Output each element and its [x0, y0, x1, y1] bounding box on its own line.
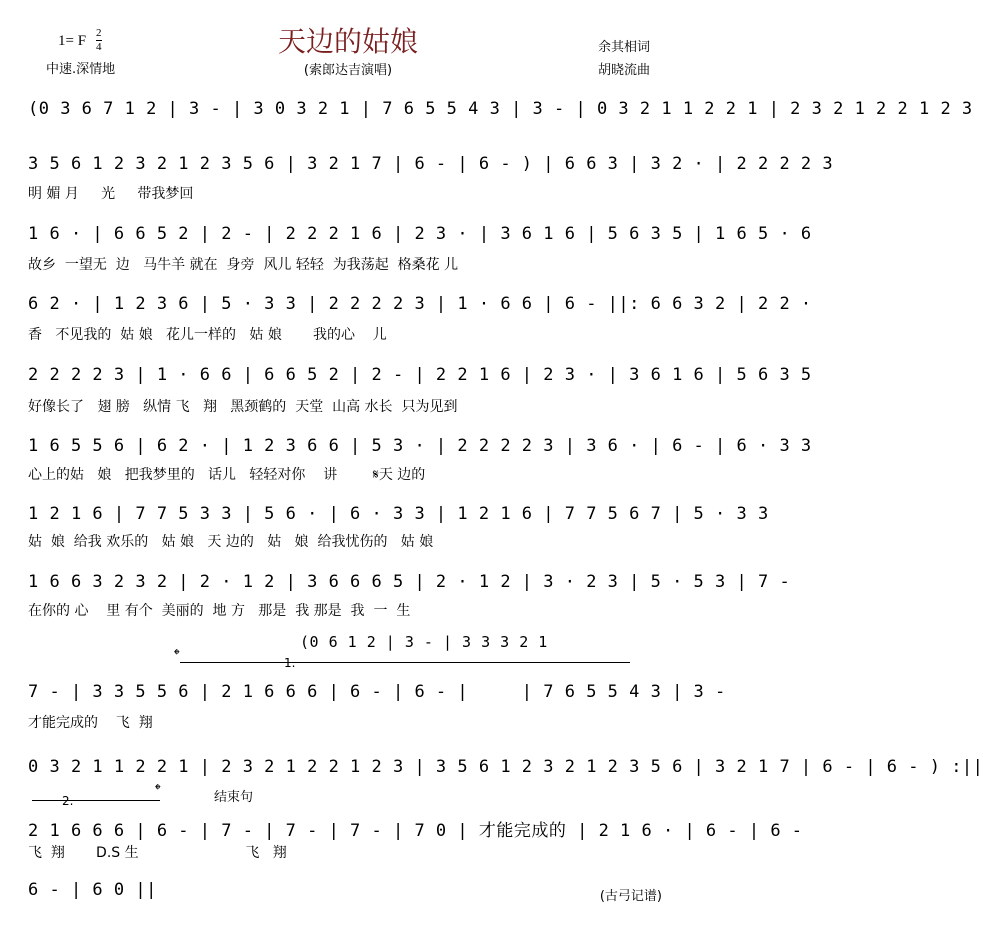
lyrics-row: 飞 翔 D.S 生 飞 翔 [28, 845, 287, 861]
transcriber-credit: (古弓记谱) [599, 889, 662, 904]
notation-row: (0 3 6 7 1 2 | 3 - | 3 0 3 2 1 | 7 6 5 5 4 3 | 3 - | 0 3 2 1 1 2 2 1 | 2 3 2 1 2 2 1 2 3 [28, 99, 973, 119]
notation-row: 3 5 6 1 2 3 2 1 2 3 5 6 | 3 2 1 7 | 6 - | 6 - ) | 6 6 3 | 3 2 · | 2 2 2 2 3 [28, 154, 834, 174]
lyrics-row: 在你的 心 里 有个 美丽的 地 方 那是 我 那是 我 一 生 [28, 603, 411, 619]
lyrics-row: 故乡 一望无 边 马牛羊 就在 身旁 风儿 轻轻 为我荡起 格桑花 儿 [28, 257, 459, 273]
meter-top: 2 [96, 27, 102, 39]
coda-mark: 𝄌 [174, 645, 180, 664]
time-signature [96, 28, 102, 53]
notation-row: 1 2 1 6 | 7 7 5 3 3 | 5 6 · | 6 · 3 3 | 1 2 1 6 | 7 7 5 6 7 | 5 · 3 3 [28, 504, 769, 524]
composer-credit: 胡晓流曲 [597, 63, 650, 78]
notation-row: 6 2 · | 1 2 3 6 | 5 · 3 3 | 2 2 2 2 3 | 1 · 6 6 | 6 - ||: 6 6 3 2 | 2 2 · [28, 294, 812, 314]
volta-bracket [32, 800, 160, 801]
alternate-row: (0 6 1 2 | 3 - | 3 3 3 2 1 [300, 633, 548, 651]
lyrics-row: 好像长了 翅 膀 纵情 飞 翔 黑颈鹤的 天堂 山高 水长 只为见到 [28, 399, 458, 415]
notation-row: 6 - | 6 0 || [28, 880, 157, 900]
notation-row: 2 2 2 2 3 | 1 · 6 6 | 6 6 5 2 | 2 - | 2 2 1 6 | 2 3 · | 3 6 1 6 | 5 6 3 5 [28, 365, 812, 385]
lyrics-row: 姑 娘 给我 欢乐的 姑 娘 天 边的 姑 娘 给我忧伤的 姑 娘 [28, 534, 434, 550]
lyrics-row: 明 媚 月 光 带我梦回 [28, 186, 194, 202]
lyrics-row: 心上的姑 娘 把我梦里的 话儿 轻轻对你 讲 𝄋天 边的 [28, 467, 426, 483]
meter-bottom: 4 [96, 41, 102, 53]
singer-credit: (索郎达吉演唱) [303, 63, 393, 78]
song-title: 天边的姑娘 [277, 25, 418, 58]
lyricist-credit: 余其相词 [597, 40, 650, 55]
lyrics-row: 香 不见我的 姑 娘 花儿一样的 姑 娘 我的心 儿 [28, 327, 387, 343]
lyrics-row: 才能完成的 飞 翔 [28, 715, 153, 731]
notation-row: 2 1 6 6 6 | 6 - | 7 - | 7 - | 7 - | 7 0 | 才能完成的 | 2 1 6 · | 6 - | 6 - [28, 821, 803, 841]
notation-row: 7 - | 3 3 5 5 6 | 2 1 6 6 6 | 6 - | 6 - | | 7 6 5 5 4 3 | 3 - [28, 682, 726, 702]
volta-number: 1. [284, 656, 296, 670]
notation-row: 1 6 5 5 6 | 6 2 · | 1 2 3 6 6 | 5 3 · | 2 2 2 2 3 | 3 6 · | 6 - | 6 · 3 3 [28, 436, 812, 456]
coda-mark: 𝄌 [155, 780, 161, 799]
tempo-marking: 中速.深情地 [46, 62, 116, 77]
ending-phrase-label: 结束句 [214, 790, 254, 805]
notation-row: 1 6 6 3 2 3 2 | 2 · 1 2 | 3 6 6 6 5 | 2 · 1 2 | 3 · 2 3 | 5 · 5 3 | 7 - [28, 572, 791, 592]
notation-row: 0 3 2 1 1 2 2 1 | 2 3 2 1 2 2 1 2 3 | 3 5 6 1 2 3 2 1 2 3 5 6 | 3 2 1 7 | 6 - | 6 - ) :|| [28, 757, 983, 777]
volta-bracket [180, 662, 630, 663]
notation-row: 1 6 · | 6 6 5 2 | 2 - | 2 2 2 1 6 | 2 3 · | 3 6 1 6 | 5 6 3 5 | 1 6 5 · 6 [28, 224, 812, 244]
volta-number: 2. [62, 794, 74, 808]
key-signature: 1= F [58, 33, 87, 49]
